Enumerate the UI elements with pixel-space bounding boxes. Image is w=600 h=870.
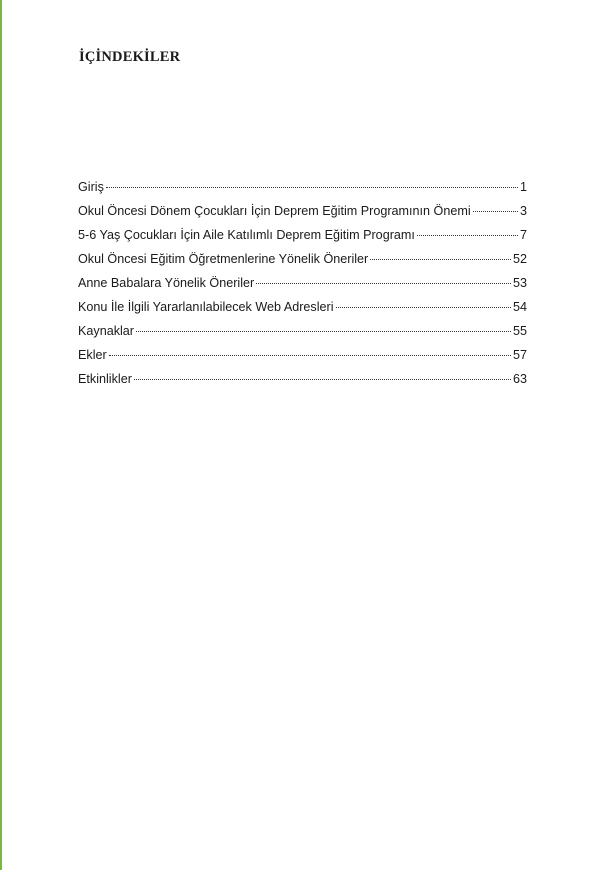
toc-entry-web-adresleri[interactable]	[78, 300, 527, 324]
toc-entry-page-number: 57	[512, 348, 527, 362]
toc-entry-page-number: 1	[519, 180, 527, 194]
toc-entry-page-number: 54	[512, 300, 527, 314]
toc-entry-ekler[interactable]	[78, 348, 527, 372]
toc-entry-label: Okul Öncesi Dönem Çocukları İçin Deprem Eğitim Programının Önemi	[78, 204, 471, 218]
page-border-accent	[0, 0, 2, 870]
toc-entry-kaynaklar[interactable]	[78, 324, 527, 348]
toc-dot-leader	[473, 211, 518, 212]
toc-entry-page-number: 3	[519, 204, 527, 218]
toc-entry-program-onemi[interactable]	[78, 204, 527, 228]
toc-dot-leader	[256, 283, 511, 284]
toc-dot-leader	[136, 331, 511, 332]
toc-dot-leader	[106, 187, 518, 188]
toc-entry-label: Etkinlikler	[78, 372, 132, 386]
toc-entry-page-number: 53	[512, 276, 527, 290]
toc-dot-leader	[109, 355, 511, 356]
toc-entry-ogretmen-onerileri[interactable]	[78, 252, 527, 276]
toc-entry-page-number: 7	[519, 228, 527, 242]
toc-entry-page-number: 63	[512, 372, 527, 386]
toc-entry-label: Konu İle İlgili Yararlanılabilecek Web Adresleri	[78, 300, 334, 314]
toc-dot-leader	[370, 259, 511, 260]
toc-entry-label: Anne Babalara Yönelik Öneriler	[78, 276, 255, 290]
toc-dot-leader	[134, 379, 511, 380]
toc-entry-anne-baba-onerileri[interactable]	[78, 276, 527, 300]
toc-entry-etkinlikler[interactable]	[78, 372, 527, 396]
toc-entry-label: Ekler	[78, 348, 107, 362]
toc-dot-leader	[417, 235, 518, 236]
toc-entry-label: Okul Öncesi Eğitim Öğretmenlerine Yönelik Öneriler	[78, 252, 369, 266]
toc-entry-label: Giriş	[78, 180, 104, 194]
toc-entry-page-number: 55	[512, 324, 527, 338]
table-of-contents	[78, 180, 527, 396]
toc-dot-leader	[336, 307, 511, 308]
toc-entry-page-number: 52	[512, 252, 527, 266]
toc-entry-giris[interactable]	[78, 180, 527, 204]
page-title: İÇİNDEKİLER	[79, 49, 181, 65]
toc-entry-label: 5-6 Yaş Çocukları İçin Aile Katılımlı Deprem Eğitim Programı	[78, 228, 415, 242]
toc-entry-label: Kaynaklar	[78, 324, 135, 338]
toc-entry-aile-katilimli-program[interactable]	[78, 228, 527, 252]
